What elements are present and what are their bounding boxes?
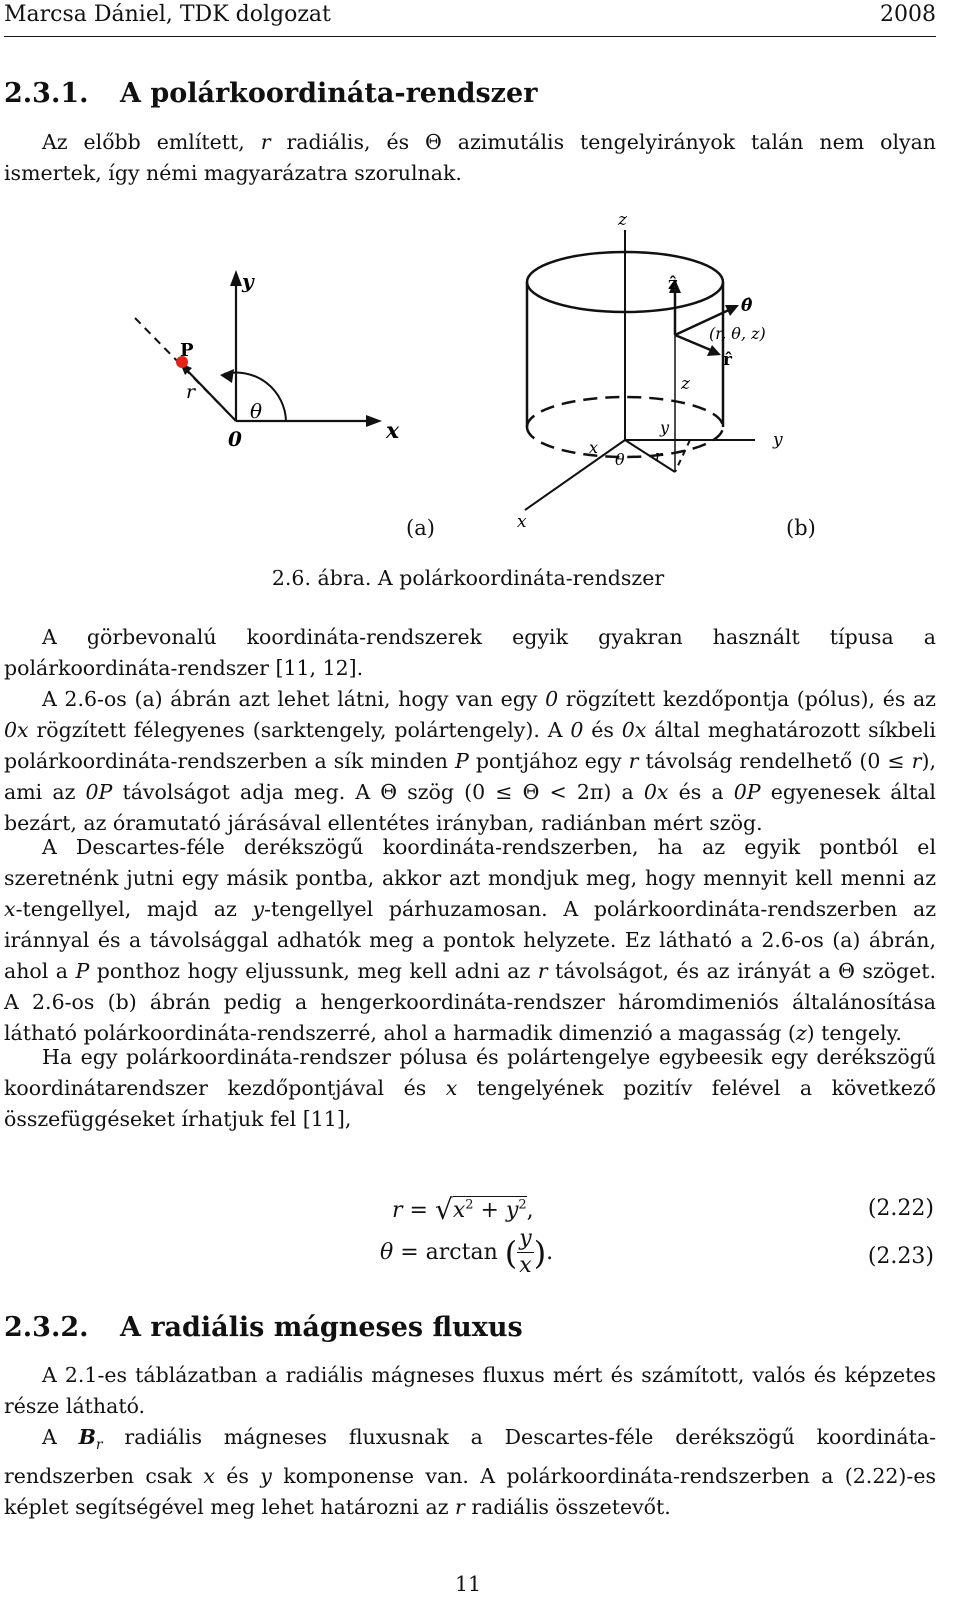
section-title: A polárkoordináta-rendszer [119,78,538,109]
b-r-label: r [655,447,663,465]
r-hat-vector [675,335,713,351]
section-heading-flux [4,1312,523,1343]
b-theta-label: θ [615,450,625,469]
equation-2-22: $r = √x^2 + y^2$, [392,1193,534,1226]
equation-number-2-22: (2.22) [867,1196,934,1221]
page-number: 11 [454,1572,482,1596]
b-z-axis-label: z [618,210,627,230]
a-x-label: x [386,418,400,444]
a-origin-label: 0 [228,427,242,451]
b-z-hat-label: ẑ [668,274,678,294]
b-x-inner-label: x [589,438,599,457]
b-point-label: (r, θ, z) [709,324,766,343]
a-r-label: r [186,381,196,403]
figure-b-cylindrical-3d [485,205,820,535]
paragraph-curvilinear: A görbevonalú koordináta-rendszerek egyik gyakran használt típusa a polárkoordináta-rendszer [11, 12]. [4,625,936,680]
figure-caption: 2.6. ábra. A polárkoordináta-rendszer [271,566,665,590]
a-theta-label: θ [250,399,263,423]
header-rule [4,36,936,37]
paragraph-table-ref: A 2.1-es táblázatban a radiális mágneses fluxus mért és számított, valós és képzetes része látható. [4,1363,936,1418]
running-header-author: Marcsa Dániel, TDK dolgozat [4,2,331,27]
figure-a-label: (a) [406,516,435,540]
x-axis-arrow [366,415,382,427]
paragraph-polar-definition: A 2.6-os (a) ábrán azt lehet látni, hogy van egy 0 rögzített kezdőpontja (pólus), és az 0x rögzített félegyenes (sarktengely, polártengely). A 0 és 0x által meghatározott síkbeli polárkoordináta-rendszerben a sík minden P pontjához egy r távolság rendelhető (0 ≤ r), ami az 0P távolságot adja meg. A Θ szög (0 ≤ Θ < 2π) a 0x és a 0P egyenesek által bezárt, az óramutató járásával ellentétes irányban, radiánban mért szög. [4,687,936,835]
a-y-label: y [242,269,254,293]
y-axis-arrow [230,270,242,286]
b-z-label: z [681,374,690,394]
equation-number-2-23: (2.23) [867,1244,934,1269]
section-number: 2.3.2. [4,1312,89,1343]
theta-arc-arrowhead [220,369,234,383]
section-title: A radiális mágneses fluxus [119,1312,523,1343]
paragraph-relations: Ha egy polárkoordináta-rendszer pólusa és polártengelye egybeesik egy derékszögű koordinátarendszer kezdőpontjával és x tengelyének pozitív felével a következő összefüggéseket írhatjuk fel [11], [4,1045,937,1131]
b-x-axis-label: x [517,512,527,532]
y-component-dashed [675,440,690,472]
b-theta-hat-label: θ̂ [741,296,753,316]
paragraph-radial-flux: A $B_r$ radiális mágneses fluxusnak a Descartes-féle derékszögű koordináta-rendszerben csak x és y komponense van. A polárkoordináta-rendszerben a (2.22)-es képlet segítségével meg lehet határozni az r radiális összetevőt. [4,1425,936,1520]
section-number: 2.3.1. [4,78,89,109]
intro-paragraph: Az előbb említett, r radiális, és Θ azimutális tengelyirányok talán nem olyan ismertek, így némi magyarázatra szorulnak. [4,130,937,185]
section-heading-polar [4,78,537,109]
figure-a-polar-2d [110,258,420,478]
b-y-axis-label: y [773,430,783,450]
b-y-inner-label: y [660,418,670,437]
figure-b-label: (b) [786,516,816,540]
equation-2-23: θ = arctan ( y x ) . [380,1226,554,1278]
running-header-year: 2008 [880,2,936,27]
b-r-hat-label: r̂ [723,350,732,370]
x-axis-line [525,440,625,510]
a-p-label: P [180,340,194,361]
paragraph-descartes: A Descartes-féle derékszögű koordináta-rendszerben, ha az egyik pontból el szeretnénk jutni egy másik pontba, akkor azt mondjuk meg, hogy mennyit kell menni az x-tengellyel, majd az y-tengellyel párhuzamosan. A polárkoordináta-rendszerben az iránnyal és a távolsággal adhatók meg a pontok helyzete. Ez látható a 2.6-os (a) ábrán, ahol a P ponthoz hogy eljussunk, meg kell adni az r távolságot, és az irányát a Θ szöget. A 2.6-os (b) ábrán pedig a hengerkoordináta-rendszer háromdimeniós általánosítása látható polárkoordináta-rendszerré, ahol a harmadik dimenzió a magasság (z) tengely. [4,835,937,1045]
